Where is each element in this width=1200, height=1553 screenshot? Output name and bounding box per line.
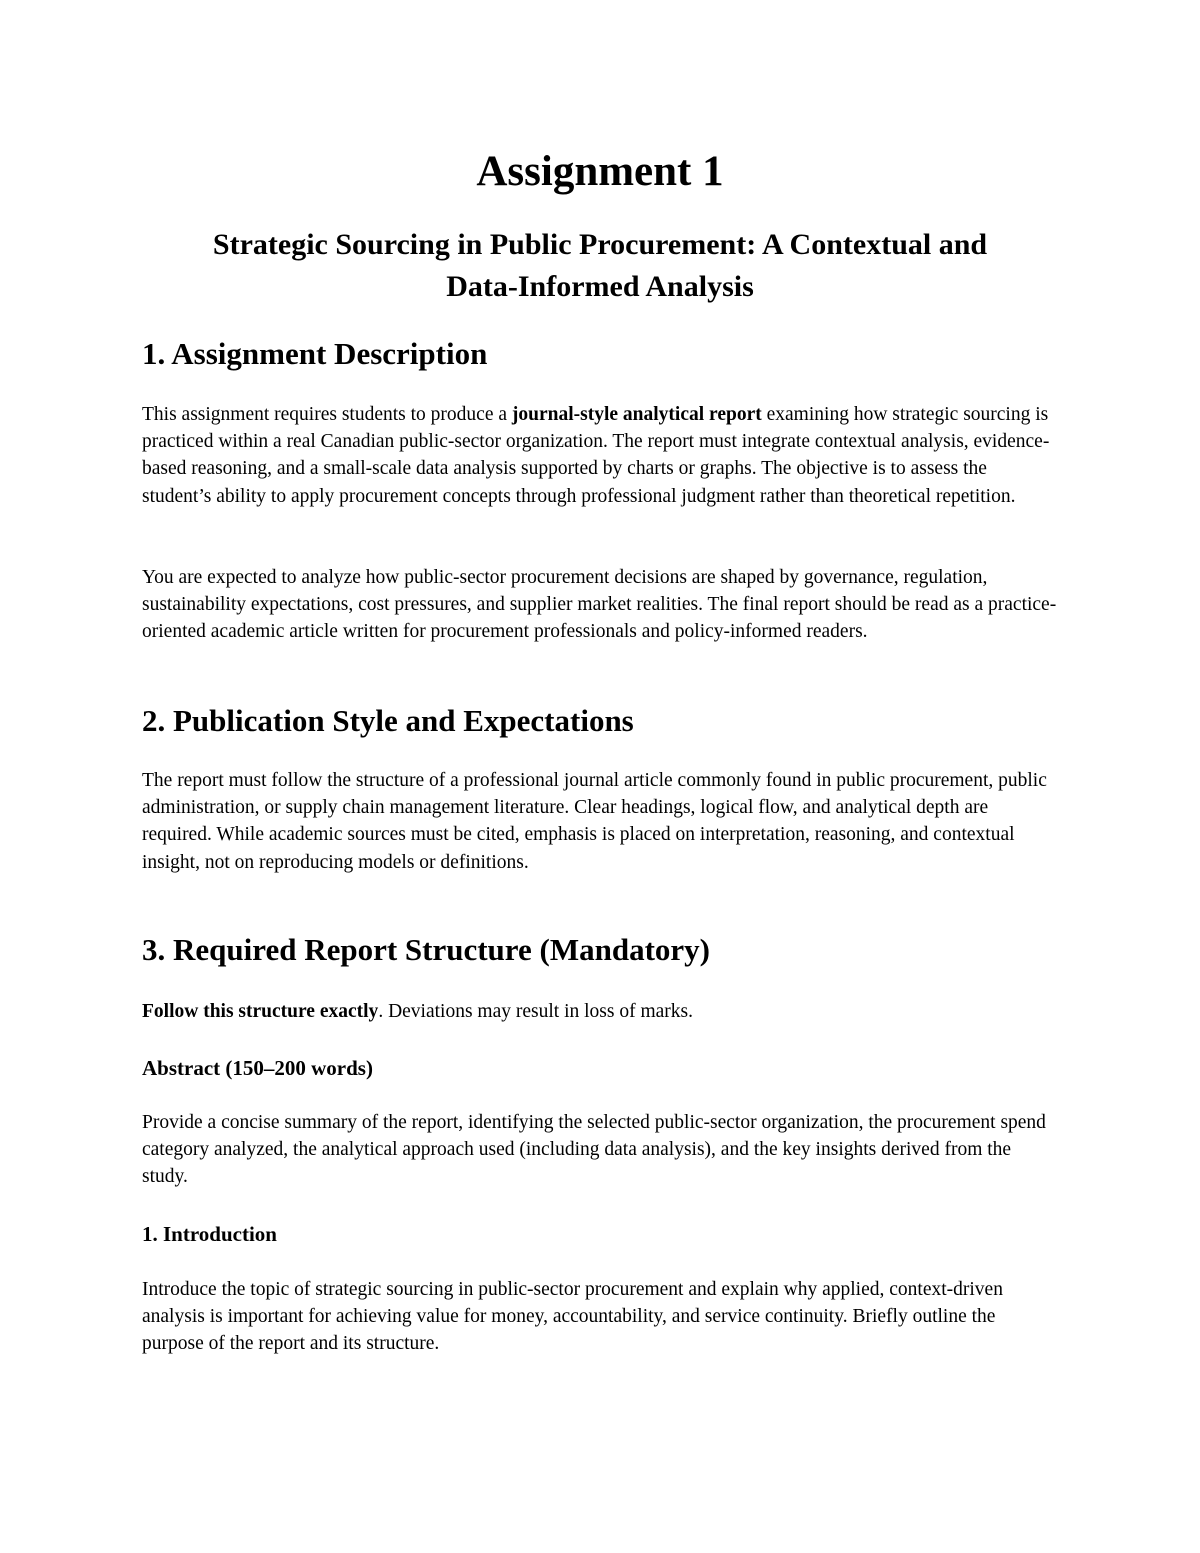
section-1-heading: 1. Assignment Description	[142, 336, 488, 371]
document-title: Assignment 1	[476, 148, 724, 195]
para1-text-after: examining how strategic sourcing is practiced within a real Canadian public-sector organization. The report must integrate contextual analysis, evidence-based reasoning, and a small-scale data analysis supported by charts or graphs. The objective is to assess the student’s ability to apply procurement concepts through professional judgment rather than theoretical repetition.	[142, 404, 1050, 507]
abstract-heading: Abstract (150–200 words)	[142, 1056, 373, 1080]
section-3-heading: 3. Required Report Structure (Mandatory)	[142, 932, 710, 967]
subtitle-line-2: Data-Informed Analysis	[446, 270, 754, 303]
section-1-paragraph-1	[142, 401, 1060, 510]
abstract-text: Provide a concise summary of the report, identifying the selected public-sector organization, the procurement spend category analyzed, the analytical approach used (including data analysis), and the key insights derived from the study.	[142, 1112, 1046, 1188]
introduction-heading: 1. Introduction	[142, 1222, 277, 1246]
document-subtitle	[142, 224, 1058, 308]
introduction-text: Introduce the topic of strategic sourcing in public-sector procurement and explain why applied, context-driven analysis is important for achieving value for money, accountability, and service continuity. Briefly outline the purpose of the report and its structure.	[142, 1279, 1003, 1355]
section-3-intro	[142, 998, 1060, 1025]
subtitle-line-1: Strategic Sourcing in Public Procurement: A Contextual and	[212, 228, 988, 261]
para1-text-before: This assignment requires students to produce a	[142, 404, 512, 425]
section-1-paragraph-2: You are expected to analyze how public-sector procurement decisions are shaped by governance, regulation, sustainability expectations, cost pressures, and supplier market realities. The final report should be read as a practice-oriented academic article written for procurement professionals and policy-informed readers.	[142, 567, 1057, 643]
structure-instruction-rest: . Deviations may result in loss of marks.	[378, 1001, 693, 1022]
structure-instruction-bold: Follow this structure exactly	[142, 1001, 379, 1022]
section-2-heading: 2. Publication Style and Expectations	[142, 703, 634, 738]
para1-bold-text: journal-style analytical report	[511, 404, 762, 425]
section-2-paragraph-1: The report must follow the structure of a professional journal article commonly found in public procurement, public administration, or supply chain management literature. Clear headings, logical flow, and analytical depth are required. While academic sources must be cited, emphasis is placed on interpretation, reasoning, and contextual insight, not on reproducing models or definitions.	[142, 770, 1047, 873]
